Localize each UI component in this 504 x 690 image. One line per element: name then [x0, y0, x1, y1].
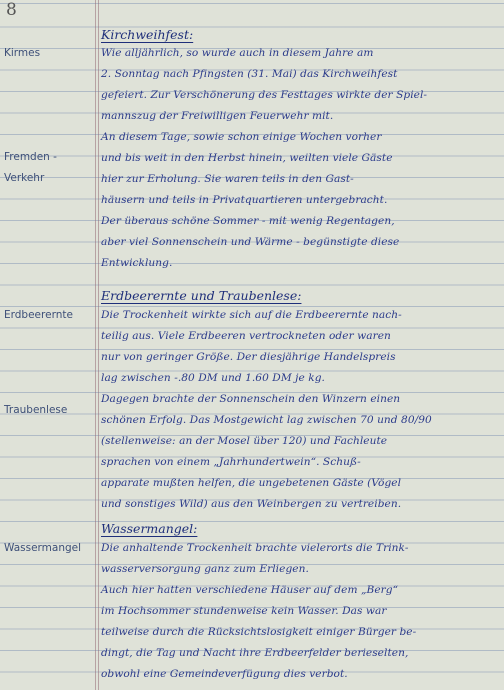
- margin-line-double: [98, 0, 99, 690]
- side-label-kirmes: Kirmes: [4, 47, 41, 59]
- side-label-traubenlese: Traubenlese: [4, 404, 68, 416]
- section-body-kirchweihfest: Wie alljährlich, so wurde auch in diesem Jahre am 2. Sonntag nach Pfingsten (31. Mai) das Kirchweihfest gefeiert. Zur Verschönerung des Festtages wirkte der Spiel- mannszug der Freiwilligen Feuerwehr mit. An diesem Tage, sowie schon einige Wochen vorher und bis weit in den Herbst hinein, weilten viele Gäste hier zur Erholung. Sie waren teils in den Gast- häusern und teils in Privatquartieren untergebracht. Der überaus schöne Sommer - mit wenig Regentagen, aber viel Sonnenschein und Wärme - begünstigte diese Entwicklung.: [101, 47, 428, 269]
- section-body-erdbeerernte: Die Trockenheit wirkte sich auf die Erdbeerernte nach- teilig aus. Viele Erdbeeren vertrockneten oder waren nur von geringer Größe. Der diesjährige Handelspreis lag zwischen -.80 DM und 1.60 DM je kg. Dagegen brachte der Sonnenschein den Winzern einen schönen Erfolg. Das Mostgewicht lag zwischen 70 und 80/90 (stellenweise: an der Mosel über 120) und Fachleute sprachen von einem „Jahrhundertwein“. Schuß- apparate mußten helfen, die ungebetenen Gäste (Vögel und sonstiges Wild) aus den Weinbergen zu vertreiben.: [101, 309, 432, 510]
- section-heading-erdbeerernte: Erdbeerernte und Traubenlese:: [101, 288, 302, 303]
- margin-line: [95, 0, 96, 690]
- side-label-fremdenverkehr: Fremden - Verkehr: [4, 151, 57, 184]
- page-number: 8: [6, 0, 17, 20]
- section-heading-wassermangel: Wassermangel:: [101, 521, 198, 536]
- side-label-erdbeerernte: Erdbeerernte: [4, 309, 73, 321]
- section-body-wassermangel: Die anhaltende Trockenheit brachte vielerorts die Trink- wasserversorgung ganz zum Erliegen. Auch hier hatten verschiedene Häuser auf dem „Berg“ im Hochsommer stundenweise kein Wasser. Das war teilweise durch die Rücksichtslosigkeit einiger Bürger be- dingt, die Tag und Nacht ihre Erdbeerfelder berieselten, obwohl eine Gemeindeverfügung dies verbot.: [101, 542, 417, 680]
- section-heading-kirchweihfest: Kirchweihfest:: [101, 27, 194, 42]
- side-label-wassermangel: Wassermangel: [4, 542, 82, 554]
